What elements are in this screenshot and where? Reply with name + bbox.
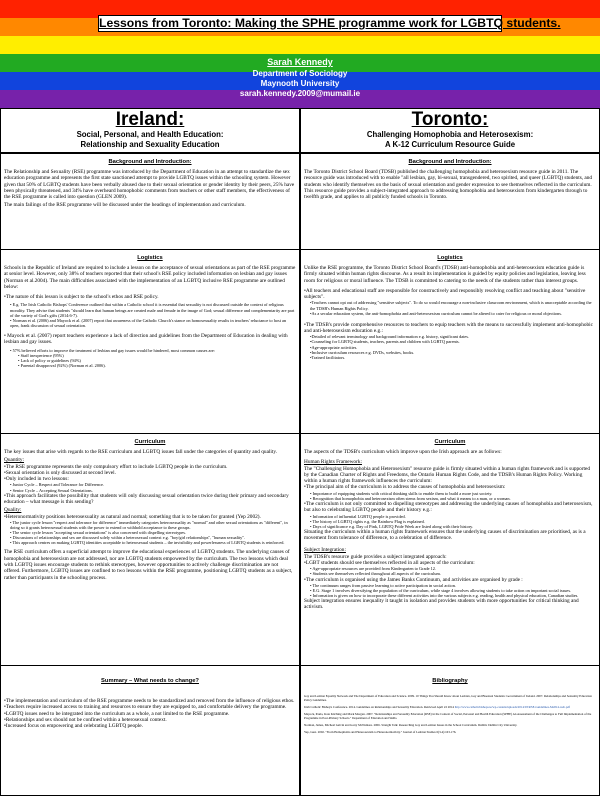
- sub-bullet: • Importance of equipping students with critical thinking skills to enable them to build a more just society.: [310, 490, 493, 496]
- affiliation-university: Maynooth University: [260, 79, 340, 88]
- ireland-title: Ireland:: [115, 109, 185, 130]
- author-block: [0, 57, 600, 99]
- ireland-subtitle-2: Relationship and Sexuality Education: [80, 139, 220, 149]
- sub-bullet: •Detailed of relevant terminology and background information e.g. history, significant dates.: [310, 334, 469, 340]
- bullet: •The RSE programme represents the only compulsory effort to include LGBTQ people in the curriculum.: [4, 463, 228, 470]
- sub-bullet: •Age-appropriate activities.: [310, 344, 358, 350]
- paragraph: Subject integration ensures inequality it taught in isolation and provides students with more opportunities for critical thinking and activism.: [304, 598, 579, 611]
- bullet: •This approach facilitates the possibility that students will only discussing sexual orientation twice during their primary and secondary education – what message is this sending?: [4, 492, 289, 505]
- sub-bullet: • Junior Cycle – Respect and Tolerance for Difference.: [10, 482, 104, 488]
- sub-bullet: • Discussions of relationships and sex are discussed solely within a heterosexual context e.g. "boy/girl relationships", "human sexuality".: [10, 535, 246, 541]
- subheading: Quantity:: [4, 457, 25, 464]
- bullet: •LGBTQ issues need to be integrated into the curriculum as a whole, a not limited to the RSE programme.: [4, 710, 230, 717]
- paragraph: The "Challenging Homophobia and Heterosexism" resource guide is firmly situated within a human rights framework and is supported by the Canadian Charter of Rights and Freedoms, the Ontario Human Rights Code, and the TDSB's Human Rights Policy. Working within a human rights framework influences the curriculum:: [304, 465, 591, 485]
- sub-bullet: • Information of influential LGBTQ people is provided.: [310, 513, 406, 519]
- sub-bullet: • Norman et al. (2006) and Mayock et al. (2007) report that awareness of the Catholic Church's stance on homosexuality results in teachers' reluctance to host an open, frank discussion of sexual orientation.: [10, 317, 287, 328]
- reference-text: Irish Catholic Bishop's Conference. 2014. Guidelines on Relationships and Sexuality Education. Retrieved April 22 2014: [304, 705, 454, 709]
- reference-link[interactable]: http://www.catholicbishops.ie/wp-content/uploads/2014/03/RSE-Guidelines-Mo814-web.pdf: [454, 705, 570, 709]
- sub-bullet: • Students see themselves reflected throughout all aspects of the curriculum.: [310, 571, 441, 577]
- ireland-subtitle-1: Social, Personal, and Health Education:: [76, 130, 224, 139]
- sub-bullet: • Parental disapproval (92%) (Norman et al. 2006).: [18, 362, 106, 368]
- reference: Gay and Lesbian Equality Network and The Department of Education and Science. 2009. 10 Things You Should Know about Lesbian, Gay and Bisexual Students: Government of Ireland. 2007. Relationships and Sexuality Education Policy Guidelines.: [304, 694, 592, 702]
- bullet: •Only included in two lessons:: [4, 476, 69, 483]
- sub-bullet: • Information is given on how to incorporate these different activities into the various subjects e.g. reading, health and physical education, Canadian studies.: [310, 593, 579, 598]
- sub-bullet: • The senior cycle lesson "accepting sexual orientations" is also concerned with dispelling stereotypes.: [10, 530, 187, 536]
- toronto-curriculum-section: [301, 433, 599, 665]
- sub-bullet: • The junior cycle lesson "respect and tolerance for difference" immediately categories heterosexuality as "normal" and other sexual orientations as "different", in doing so it grants heterosexual students with the power to extend or withhold acceptance to these groups.: [10, 519, 288, 530]
- ireland-header: [1, 109, 299, 153]
- ireland-curriculum-section: [1, 433, 299, 665]
- ireland-summary-section: [1, 665, 299, 796]
- subheading: Human Rights Framework:: [304, 459, 362, 466]
- reference: Mayock, Paula, Kate Kitching and Mark Morgan. 2007. "Relationships and Sexuality Education (RSE) in the Context of Social, Personal and Health Education (SPHE) An Assessment of the Challenges to Full Implementation of the Programme in Post-Primary Schools." Department of Education and Skills.: [304, 712, 592, 720]
- sub-bullet: • E.g. The Irish Catholic Bishops' Conference outlined that within a Catholic school it is essential that sexuality is not discussed outside the context of religious morality. They advise that students "should learn that human beings are created male and female in the image of God; sexual difference and complementarity are part of the variety of God's gifts (2014:6-7).: [10, 302, 295, 318]
- toronto-background-section: [301, 153, 599, 249]
- section-heading: Logistics: [437, 255, 463, 261]
- bullet: •Heteronormativity positions heterosexuality as natural and normal; something that is to be taken for granted (Yep 2002).: [4, 513, 261, 520]
- paragraph: The key issues that arise with regards to the RSE curriculum and LGBTQ issues fall under the categories of quantity and quality.: [4, 449, 277, 455]
- section-heading: Logistics: [137, 255, 163, 261]
- sub-bullet: • The history of LGBTQ rights e.g. the Rainbow Flag is explained.: [310, 518, 425, 524]
- sub-bullet: • This approach centres on making LGBTQ identities acceptable to heterosexual students – the invisibility and powerlessness of LGBTQ students is reinforced.: [10, 540, 285, 546]
- sub-bullet: •Teachers cannot opt out of addressing "sensitive subjects". To do so would encourage a non-inclusive classroom environment, which is unacceptable according the the TDSB's Human Rights Policy.: [310, 300, 592, 311]
- subheading: Quality:: [4, 507, 22, 514]
- sub-bullet: • Lack of policy or guidelines (94%): [18, 357, 81, 363]
- sub-bullet: •Counseling for LGBTQ students, teachers, parents and children with LGBTQ parents.: [310, 339, 460, 345]
- toronto-title: Toronto:: [411, 109, 489, 130]
- sub-bullet: • Recognition that homophobia and heterosexism often stems from sexism, and what it means to a man, or a woman.: [310, 495, 511, 501]
- bullet: •The TDSB's provide comprehensive resources to teachers to equip teachers with the means to successfully implement anti-homophobic and anti-heterosexism education e.g.:: [304, 321, 593, 335]
- section-heading: Curriculum: [434, 439, 466, 445]
- ireland-logistics-section: [1, 249, 299, 433]
- bullet: •The principal aim of the curriculum is to address the causes of homophobia and heterosexism:: [304, 484, 506, 491]
- paragraph: The Relationship and Sexuality (RSE) programme was introduced by the Department of Education in an attempt to standardize the sex education programme and represents the first state sanctioned attempt to provide LGBTQ issues within the schooling system. However given that 50% of LGBTQ students have been verbally abused due to their sexual orientation or gender identity by their peers, 25% have been physically threatened, and 34% have overheard homophobic comments from teachers or other staff members, the effectiveness of the RSE programme is called into question (GLEN 2009).: [4, 169, 295, 201]
- toronto-column: [300, 108, 600, 796]
- affiliation-department: Department of Sociology: [252, 69, 348, 78]
- sub-bullet: •As a secular education system, the anti-homophobia and anti-heterosexism curriculum cannot be altered to cater for religious or moral objections.: [310, 310, 562, 316]
- bullet: •Teachers require increased access to training and resources to ensure they are equipped to, and comfortable delivery the programme.: [4, 704, 287, 711]
- paragraph: Schools in the Republic of Ireland are required to include a lesson on the acceptance of sexual orientations as part of the RSE programme at senior level. However, only 38% of teachers reported that their school's RSE policy included information on lesbian and gay issues (Norman et al.2004). The main difficulties associated with the implementation of an LGBTQ inclusive RSE programme are outlined below:: [4, 265, 296, 290]
- poster-title: Lessons from Toronto: Making the SPHE programme work for LGBTQ students.: [99, 16, 561, 30]
- paragraph: The Toronto District School Board (TDSB) published the challenging homophobia and heterosexism resource guide in 2011. The resource guide was introduced with to enable "all lesbian, gay, bi-sexual, transgendered, two spirited, and queer (LGBTQ) students, and students who identify themselves on the basis of sexual orientation and gender expression to see themselves reflected in the curriculum. This resource guide provides a subject-integrated approach to addressing homophobia and heterosexism from kindergarten through to twelfth grade, and applies to all publicly funded schools in Toronto.: [304, 169, 593, 201]
- sub-bullet: • The continuum ranges from passive learning to active participation in social action.: [310, 582, 456, 588]
- bullet: •Relationships and sex should not be confined within a heterosexual context.: [4, 716, 167, 723]
- bullet: •The implementation and curriculum of the RSE programme needs to be standardized and removed from the influence of religious ethos.: [4, 698, 295, 704]
- sub-bullet: •Trained facilitators.: [310, 354, 346, 360]
- author-name: Sarah Kennedy: [267, 57, 333, 67]
- sub-bullet: • 57% believed efforts to improve the treatment of lesbian and gay issues would be hindered, most common causes are:: [10, 347, 215, 353]
- paragraph: Unlike the RSE programme, the Toronto District School Board's (TDSB) anti-homophobia and anti-heterosexism education guide is firmly situated within human rights discourse. As a result its implementation is guided by equity policies and legislation, leaving less room for religious or moral influence. The TDSB is committed to catering to the needs of the students rather than interest groups.: [304, 265, 586, 284]
- bullet: •The curriculum is not only committed to dispelling stereotypes and addressing the underlying causes of homophobia and heterosexism, but also to celebrating LGBTQ people and their history e.g.:: [304, 500, 593, 514]
- paragraph: The main failings of the RSE programme will be discussed under the headings of implementation and curriculum.: [4, 202, 246, 209]
- section-heading: Background and Introduction:: [108, 159, 192, 165]
- paragraph: Situating the curriculum within a human rights framework ensures that the underlying causes of discrimination are prioritised, as is a movement from tolerance of difference, to a celebration of difference.: [304, 528, 586, 542]
- band-yellow: [0, 36, 600, 54]
- subheading: Subject Integration:: [304, 547, 346, 554]
- toronto-bibliography-section: [301, 665, 599, 796]
- ireland-column: [0, 108, 300, 796]
- sub-bullet: • E.G. Stage 1 involves diversifying the population of the curriculum, while stage 4 involves allowing students to take action on important social issues.: [310, 587, 572, 593]
- toronto-subtitle-2: A K-12 Curriculum Resource Guide: [384, 139, 516, 149]
- sub-bullet: •Inclusive curriculum resources e.g. DVDs, websites, books.: [310, 349, 415, 355]
- section-heading: Curriculum: [134, 439, 166, 445]
- reference: Norman, James, Micheal Galvin and Garry McNamara. 2006. Straight Talk: Researching Gay and Lesbian Issues in the School Curriculum. Dublin: Dublin City University.: [304, 723, 518, 727]
- paragraph: The TDSB's resource guide provides a subject integrated approach:: [304, 553, 447, 560]
- reference: [304, 705, 596, 709]
- paragraph: The RSE curriculum offers a superficial attempt to improve the educational experiences of LGBTQ students. The underlying causes of homophobia and heterosexism are not addressed, nor are LGBTQ students empowered by the curriculum. The two lessons which deal with LGBTQ issues encourage students to rethink stereotypes, however opportunities to actively challenge discrimination are not offered. Furthermore, LGBTQ issues are confined to two lessons within the RSE programme, positioning LGBTQ students as a subject, rather than participants in the schooling process.: [4, 549, 293, 581]
- toronto-subtitle-1: Challenging Homophobia and Heterosexism:: [366, 130, 534, 139]
- sub-bullet: • Days of significance e.g. Day of Pink, LGBTQ Pride Week are listed along with their history.: [310, 523, 474, 529]
- section-heading: Bibliography: [432, 678, 468, 684]
- paragraph: The aspects of the TDSB's curriculum which improve upon the Irish approach are as follows:: [304, 449, 502, 455]
- ireland-background-section: [1, 153, 299, 249]
- section-heading: Background and Introduction:: [408, 159, 492, 165]
- bullet: •LGBT students should see themselves reflected in all aspects of the curriculum:: [304, 560, 475, 567]
- sub-bullet: • Senior Cycle – Accepting Sexual Orientations.: [10, 487, 93, 493]
- toronto-logistics-section: [301, 249, 599, 433]
- bullet: • Mayock et al. (2007) report teachers experience a lack of direction and guidelines from the Department of Education in dealing with lesbian and gay issues.: [4, 332, 288, 346]
- bullet: •The nature of this lesson is subject to the school's ethos and RSE policy.: [4, 294, 159, 301]
- sub-bullet: • Staff inexperience (95%): [18, 352, 64, 358]
- reference: Yep, Gust. 2002. "From Homophobia and Heterosexism to Heteronormativity." Journal of Lesbian Studies 6(3-4):163-176.: [304, 730, 457, 734]
- author-email: sarah.kennedy.2009@mumail.ie: [239, 89, 361, 98]
- toronto-header: [301, 109, 599, 153]
- sub-bullet: • Age-appropriate resources are provided from Kindergarten to Grade 12.: [310, 566, 436, 572]
- bullet: •All teachers and educational staff are responsible for constructively and responsibly resolving conflict and teaching about "sensitive subjects".: [304, 287, 586, 301]
- bullet: •Sexual orientation is only discussed at second level.: [4, 469, 116, 476]
- bullet: •The curriculum is organised using the James Banks Continuum, and activities are organised by grade :: [304, 576, 523, 583]
- bullet: •Increased focus on empowering and celebrating LGBTQ people.: [4, 723, 143, 730]
- section-heading: Summary – What needs to change?: [101, 678, 199, 684]
